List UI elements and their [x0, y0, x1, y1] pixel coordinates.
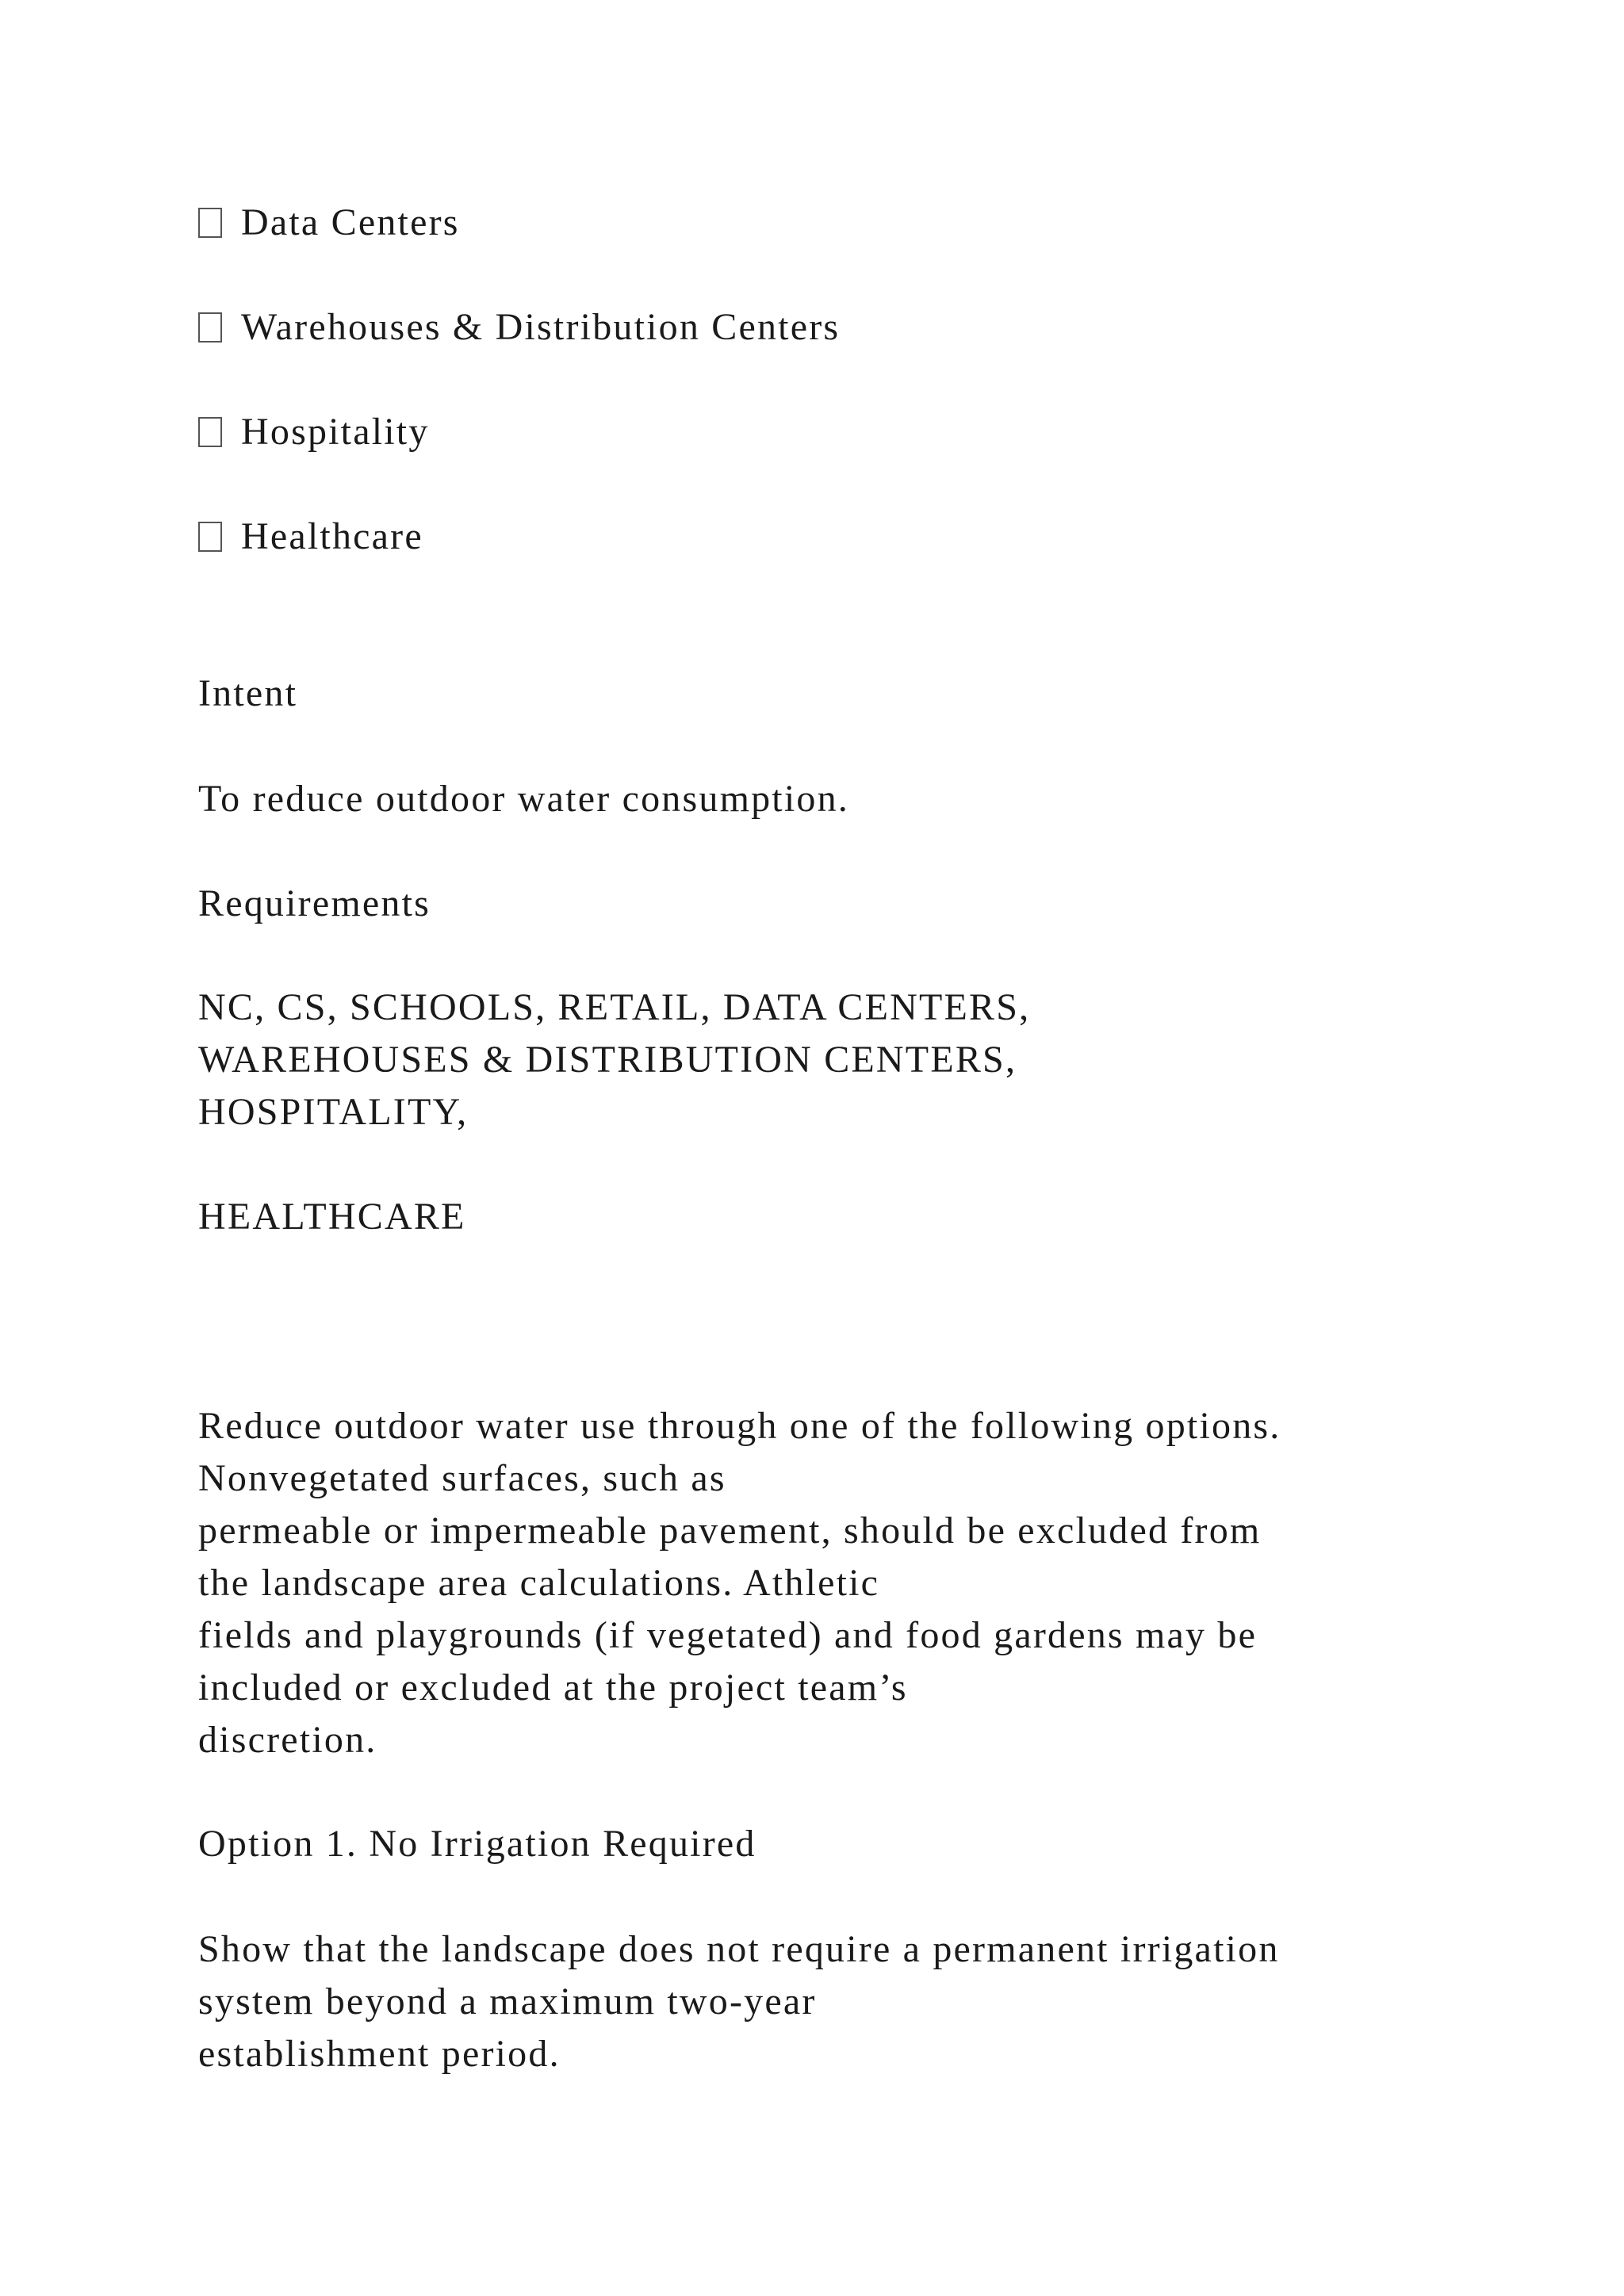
option1-heading: Option 1. No Irrigation Required — [198, 1823, 756, 1865]
checkbox-glyph-icon — [198, 522, 222, 552]
bullet-item: Data Centers — [198, 197, 460, 249]
bullet-item: Warehouses & Distribution Centers — [198, 301, 840, 354]
checkbox-glyph-icon — [198, 417, 222, 447]
option1-body: Show that the landscape does not require a permanent irrigation system beyond a maximum two-year establishment period. — [198, 1928, 1280, 2075]
requirements-scope: NC, CS, SCHOOLS, RETAIL, DATA CENTERS, WAREHOUSES & DISTRIBUTION CENTERS, HOSPITALITY, — [198, 986, 1031, 1133]
intent-text: To reduce outdoor water consumption. — [198, 778, 849, 820]
requirements-body: Reduce outdoor water use through one of the following options. Nonvegetated surfaces, such as permeable or impermeable pavement, should be excluded from the landscape area calculations. Athletic fields and playgrounds (if vegetated) and food gardens may be included or excluded at the project team’s discretion. — [198, 1405, 1281, 1761]
bullet-item: Healthcare — [198, 511, 423, 563]
requirements-scope-last: HEALTHCARE — [198, 1196, 466, 1238]
bullet-item: Hospitality — [198, 406, 430, 458]
intent-heading: Intent — [198, 672, 298, 714]
checkbox-glyph-icon — [198, 312, 222, 342]
checkbox-glyph-icon — [198, 208, 222, 238]
requirements-heading: Requirements — [198, 882, 431, 924]
